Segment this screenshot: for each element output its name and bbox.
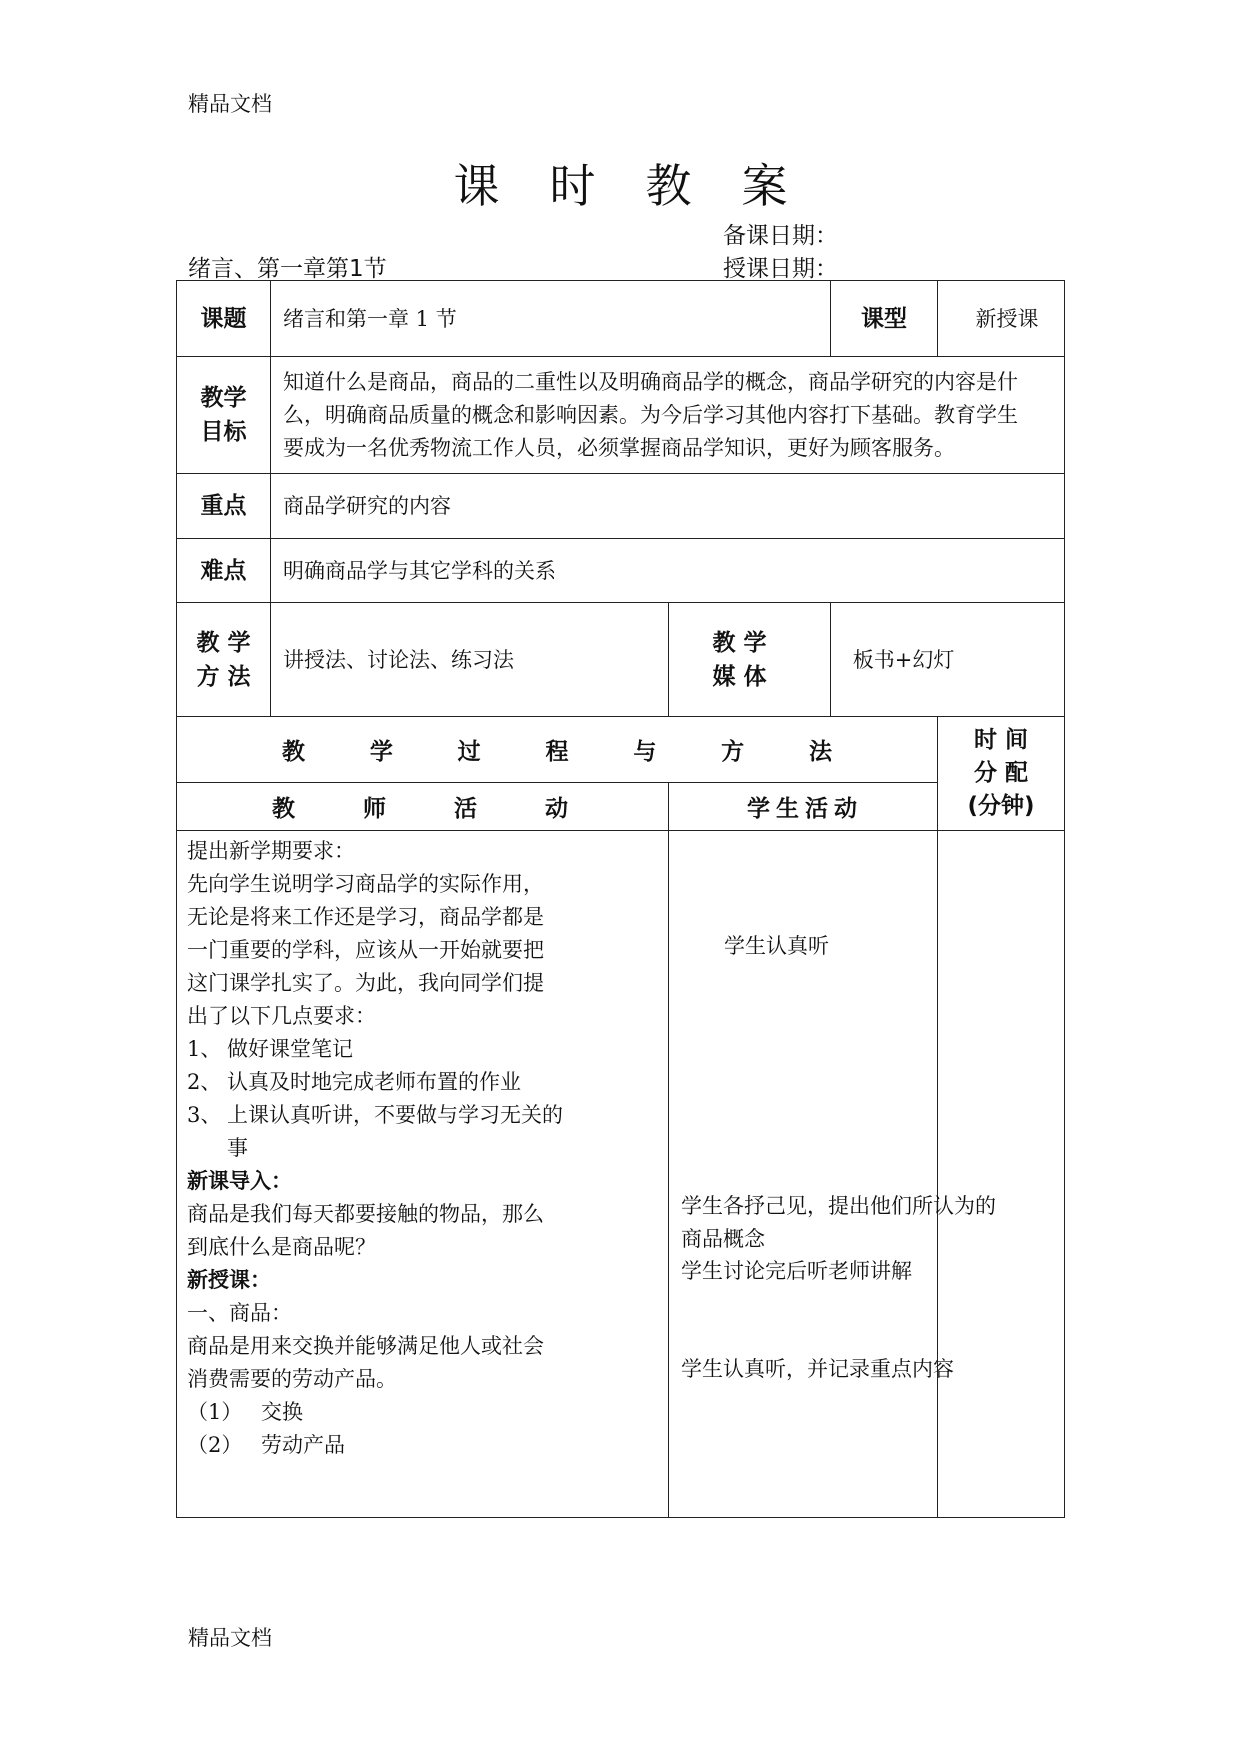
- teacher-line: 这门课学扎实了。为此，我向同学们提: [187, 971, 544, 995]
- point-item: [187, 1396, 660, 1429]
- process-char: 教: [282, 739, 305, 765]
- goal-label-line: 目标: [200, 419, 247, 445]
- process-char: 程: [545, 739, 569, 765]
- point-number: （2）: [187, 1433, 243, 1457]
- teacher-line: 商品是我们每天都要接触的物品，那么: [187, 1202, 544, 1226]
- media-label: [669, 603, 831, 717]
- method-value: 讲授法、讨论法、练习法: [271, 603, 669, 717]
- process-char: 法: [808, 739, 832, 765]
- item-text: 上课认真听讲，不要做与学习无关的: [227, 1103, 563, 1127]
- difficulty-label: 难点: [177, 539, 271, 603]
- title-char: 教: [645, 159, 692, 213]
- item-text: 认真及时地完成老师布置的作业: [227, 1070, 521, 1094]
- requirement-item: [187, 1033, 660, 1066]
- time-label-line: (分钟): [967, 793, 1035, 819]
- type-label: 课型: [831, 281, 938, 357]
- difficulty-row: [177, 539, 1065, 603]
- teacher-line: 一门重要的学科，应该从一开始就要把: [187, 938, 544, 962]
- process-char: 过: [457, 739, 481, 765]
- activity-content-row: [177, 831, 1065, 1518]
- media-value: 板书+幻灯: [831, 603, 1065, 717]
- student-line: 学生讨论完后听老师讲解: [681, 1259, 912, 1283]
- teacher-char: 活: [454, 796, 477, 822]
- type-value: 新授课: [938, 281, 1065, 357]
- topic-row: [177, 281, 1065, 357]
- student-line: 学生各抒己见，提出他们所认为的: [681, 1194, 996, 1218]
- teacher-line: 到底什么是商品呢？: [187, 1235, 376, 1259]
- media-label-line: 教 学: [712, 629, 767, 656]
- title-char: 案: [741, 159, 788, 213]
- teacher-line: 消费需要的劳动产品。: [187, 1367, 397, 1391]
- requirement-item-continued: 事: [227, 1136, 248, 1160]
- point-item: [187, 1429, 660, 1462]
- requirement-item: [187, 1099, 660, 1132]
- item-number: 1、: [187, 1037, 222, 1061]
- teacher-line: 商品是用来交换并能够满足他人或社会: [187, 1334, 544, 1358]
- time-allocation-label: [938, 717, 1065, 831]
- requirement-item: [187, 1066, 660, 1099]
- teacher-line: 出了以下几点要求：: [187, 1004, 376, 1028]
- method-row: [177, 603, 1065, 717]
- prep-date-label: 备课日期：: [723, 223, 838, 249]
- item-text: 做好课堂笔记: [227, 1037, 353, 1061]
- teach-date-label: 授课日期：: [723, 256, 838, 282]
- time-label-line: 分 配: [974, 760, 1029, 786]
- goal-label: [177, 357, 271, 474]
- topic-label: 课题: [177, 281, 271, 357]
- goal-line: 要成为一名优秀物流工作人员，必须掌握商品学知识，更好为顾客服务。: [283, 435, 955, 460]
- student-line: 学生认真听，并记录重点内容: [681, 1357, 954, 1381]
- teacher-line: 一、商品：: [187, 1301, 292, 1325]
- point-text: 交换: [261, 1400, 303, 1424]
- teacher-activity-heading: [177, 783, 669, 831]
- teacher-line: 先向学生说明学习商品学的实际作用，: [187, 872, 544, 896]
- section-heading: 新授课：: [187, 1268, 271, 1292]
- method-label-line: 方 法: [196, 663, 251, 690]
- process-char: 学: [369, 739, 393, 765]
- document-title: [0, 150, 1241, 216]
- title-char: 时: [549, 159, 596, 213]
- title-char: 课: [453, 159, 500, 213]
- goal-label-line: 教学: [200, 385, 247, 411]
- student-char: 动: [834, 796, 857, 822]
- time-label-line: 时 间: [974, 727, 1029, 753]
- goal-line: 知道什么是商品，商品的二重性以及明确商品学的概念，商品学研究的内容是什: [283, 369, 1018, 394]
- student-activity-heading: [669, 783, 938, 831]
- key-point-row: [177, 474, 1065, 539]
- lesson-plan-table: [176, 280, 1065, 1518]
- method-label: [177, 603, 271, 717]
- teacher-char: 动: [545, 796, 568, 822]
- page-footer: 精品文档: [188, 1626, 272, 1650]
- teacher-line: 无论是将来工作还是学习，商品学都是: [187, 905, 544, 929]
- process-char: 方: [721, 739, 745, 765]
- item-number: 2、: [187, 1070, 222, 1094]
- teacher-line: 提出新学期要求：: [187, 839, 355, 863]
- point-text: 劳动产品: [261, 1433, 345, 1457]
- teacher-activity-content: [177, 831, 669, 1518]
- student-line: 学生认真听: [724, 934, 829, 958]
- student-char: 活: [805, 796, 828, 822]
- method-label-line: 教 学: [196, 629, 251, 656]
- page-header: 精品文档: [188, 92, 272, 116]
- process-char: 与: [633, 739, 657, 765]
- point-number: （1）: [187, 1400, 243, 1424]
- key-point-value: 商品学研究的内容: [271, 474, 1065, 539]
- student-activity-content: [669, 831, 996, 1518]
- time-allocation-cell: [938, 831, 1065, 1518]
- process-header-row: [177, 717, 1065, 783]
- goal-text: [271, 357, 1065, 474]
- student-char: 学: [747, 796, 770, 822]
- goal-line: 么，明确商品质量的概念和影响因素。为今后学习其他内容打下基础。教育学生: [283, 402, 1018, 427]
- chapter-label: 绪言、第一章第1节: [188, 256, 387, 282]
- teacher-char: 师: [363, 796, 386, 822]
- section-heading: 新课导入：: [187, 1169, 292, 1193]
- activity-header-row: [177, 783, 1065, 831]
- teacher-char: 教: [272, 796, 295, 822]
- item-number: 3、: [187, 1103, 222, 1127]
- process-heading: [177, 717, 938, 783]
- media-label-line: 媒 体: [712, 663, 767, 690]
- difficulty-value: 明确商品学与其它学科的关系: [271, 539, 1065, 603]
- key-point-label: 重点: [177, 474, 271, 539]
- topic-value: 绪言和第一章 1 节: [271, 281, 831, 357]
- student-line: 商品概念: [681, 1227, 765, 1251]
- student-char: 生: [776, 796, 799, 822]
- goal-row: [177, 357, 1065, 474]
